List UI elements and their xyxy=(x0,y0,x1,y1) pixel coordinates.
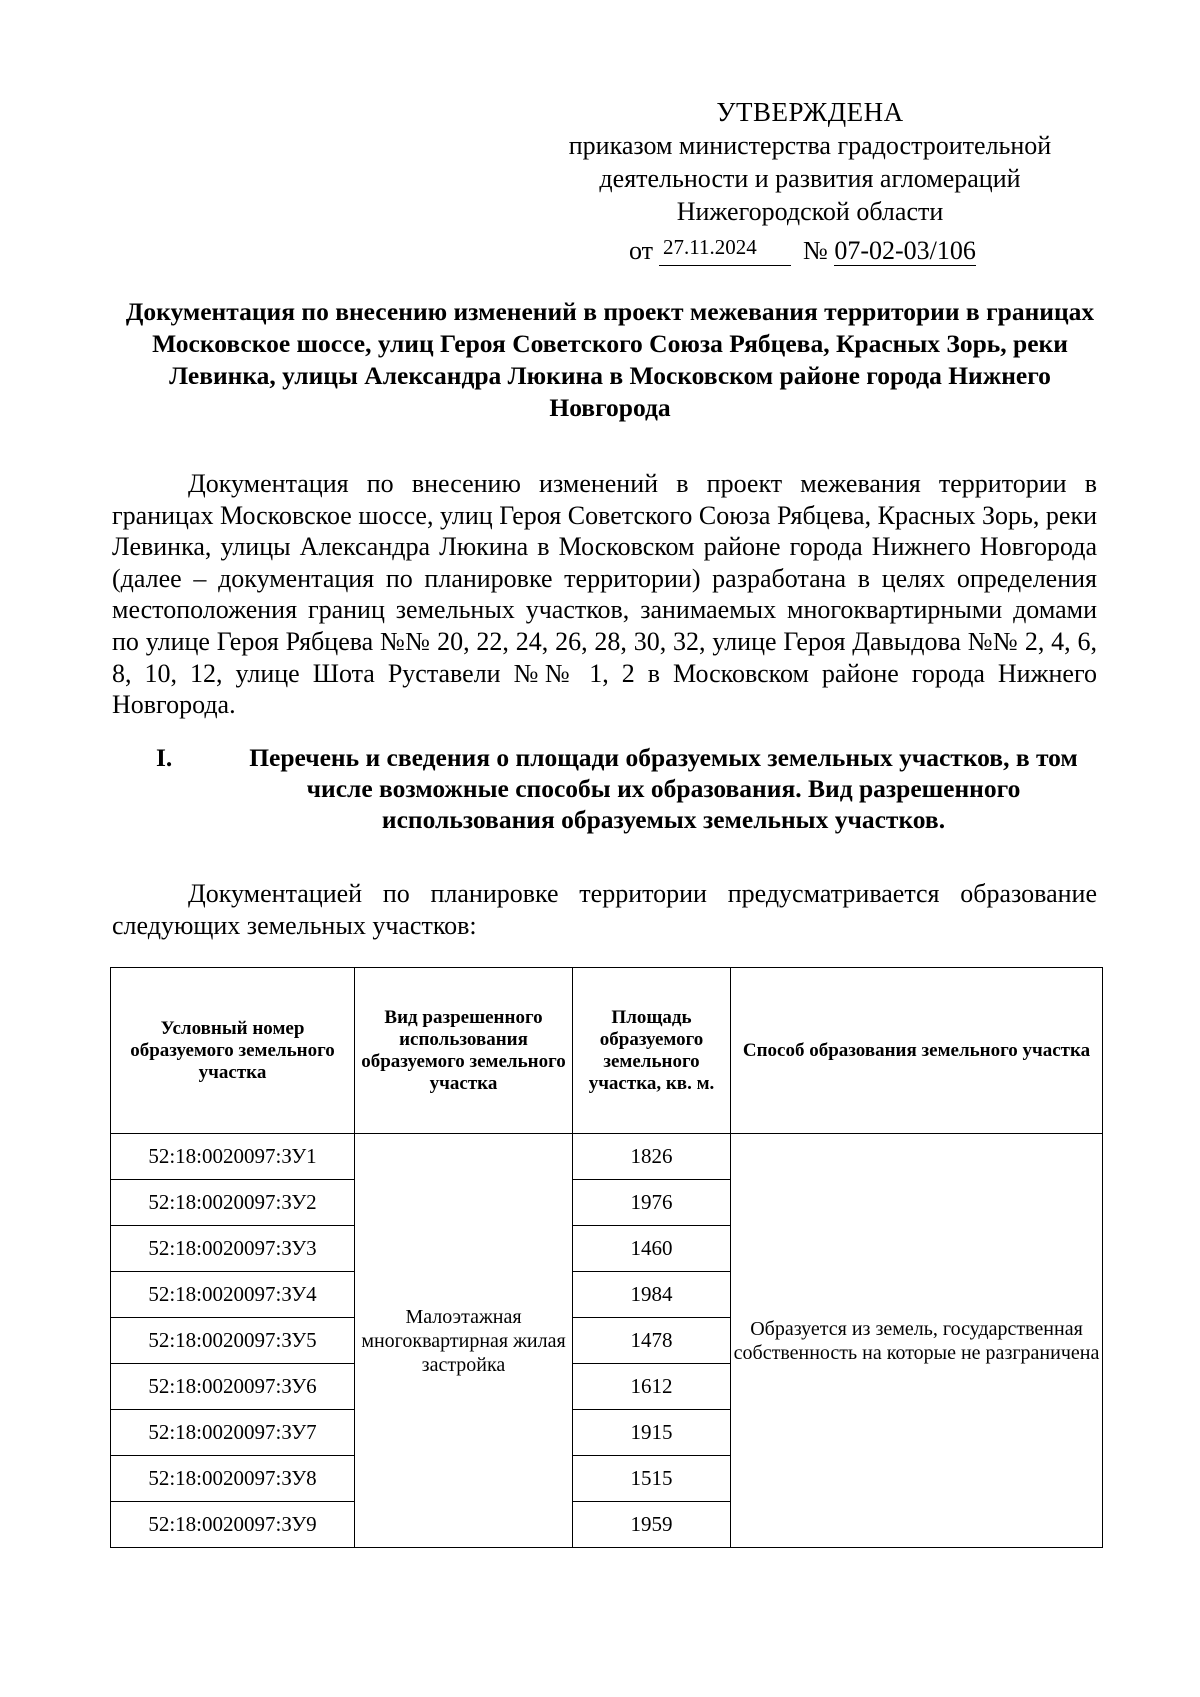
plot-area: 1515 xyxy=(573,1456,731,1502)
plot-area: 1460 xyxy=(573,1226,731,1272)
plot-area: 1915 xyxy=(573,1410,731,1456)
section-heading-text: Перечень и сведения о площади образуемых земельных участков, в том числе возможные способы их образования. Вид разрешенного использования образуемых земельных участков. xyxy=(249,743,1078,834)
plot-area: 1959 xyxy=(573,1502,731,1548)
approval-line-3: Нижегородской области xyxy=(676,197,944,226)
plots-table xyxy=(110,967,1103,1548)
plot-id: 52:18:0020097:ЗУ6 xyxy=(111,1364,355,1410)
plot-id: 52:18:0020097:ЗУ4 xyxy=(111,1272,355,1318)
header-area: Площадь образуемого земельного участка, кв. м. xyxy=(573,968,731,1134)
permitted-use-cell: Малоэтажная многоквартирная жилая застройка xyxy=(355,1134,573,1548)
plot-area: 1478 xyxy=(573,1318,731,1364)
plot-id: 52:18:0020097:ЗУ8 xyxy=(111,1456,355,1502)
number-value: 07-02-03/106 xyxy=(834,236,976,265)
number-label: № xyxy=(803,236,828,265)
order-number xyxy=(803,234,976,267)
approval-line-2: деятельности и развития агломераций xyxy=(599,164,1021,193)
plot-area: 1984 xyxy=(573,1272,731,1318)
plot-area: 1976 xyxy=(573,1180,731,1226)
order-date-number xyxy=(480,228,1140,266)
table-row xyxy=(111,1134,1103,1180)
date-underline xyxy=(659,265,791,266)
section-heading xyxy=(156,742,1101,835)
section-numeral: I. xyxy=(156,743,173,772)
plot-id: 52:18:0020097:ЗУ7 xyxy=(111,1410,355,1456)
header-plot-number: Условный номер образуемого земельного участка xyxy=(111,968,355,1134)
plot-id: 52:18:0020097:ЗУ3 xyxy=(111,1226,355,1272)
lead-paragraph: Документацией по планировке территории предусматривается образование следующих земельных участков: xyxy=(112,879,1097,940)
from-label: от xyxy=(629,236,654,265)
intro-paragraph: Документация по внесению изменений в проект межевания территории в границах Московское шоссе, улиц Героя Советского Союза Рябцева, Красных Зорь, реки Левинка, улицы Александра Люкина в Московском районе города Нижнего Новгорода (далее – документация по планировке территории) разработана в целях определения местоположения границ земельных участков, занимаемых многоквартирными домами по улице Героя Рябцева №№ 20, 22, 24, 26, 28, 30, 32, улице Героя Давыдова №№ 2, 4, 6, 8, 10, 12, улице Шота Руставели №№ 1, 2 в Московском районе города Нижнего Новгорода. xyxy=(112,469,1097,720)
plot-id: 52:18:0020097:ЗУ1 xyxy=(111,1134,355,1180)
header-permitted-use: Вид разрешенного использования образуемого земельного участка xyxy=(355,968,573,1134)
plot-id: 52:18:0020097:ЗУ5 xyxy=(111,1318,355,1364)
header-formation-method: Способ образования земельного участка xyxy=(731,968,1103,1134)
document-title: Документация по внесению изменений в проект межевания территории в границах Московское шоссе, улиц Героя Советского Союза Рябцева, Красных Зорь, реки Левинка, улицы Александра Люкина в Московском районе города Нижнего Новгорода xyxy=(125,297,1095,422)
approval-stamp: УТВЕРЖДЕНА xyxy=(716,97,904,127)
plot-area: 1612 xyxy=(573,1364,731,1410)
approval-block xyxy=(480,96,1140,266)
table-header-row xyxy=(111,968,1103,1134)
plot-id: 52:18:0020097:ЗУ9 xyxy=(111,1502,355,1548)
approval-line-1: приказом министерства градостроительной xyxy=(568,131,1052,160)
plot-id: 52:18:0020097:ЗУ2 xyxy=(111,1180,355,1226)
order-date: 27.11.2024 xyxy=(663,235,757,259)
plot-area: 1826 xyxy=(573,1134,731,1180)
formation-method-cell: Образуется из земель, государственная собственность на которые не разграничена xyxy=(731,1134,1103,1548)
